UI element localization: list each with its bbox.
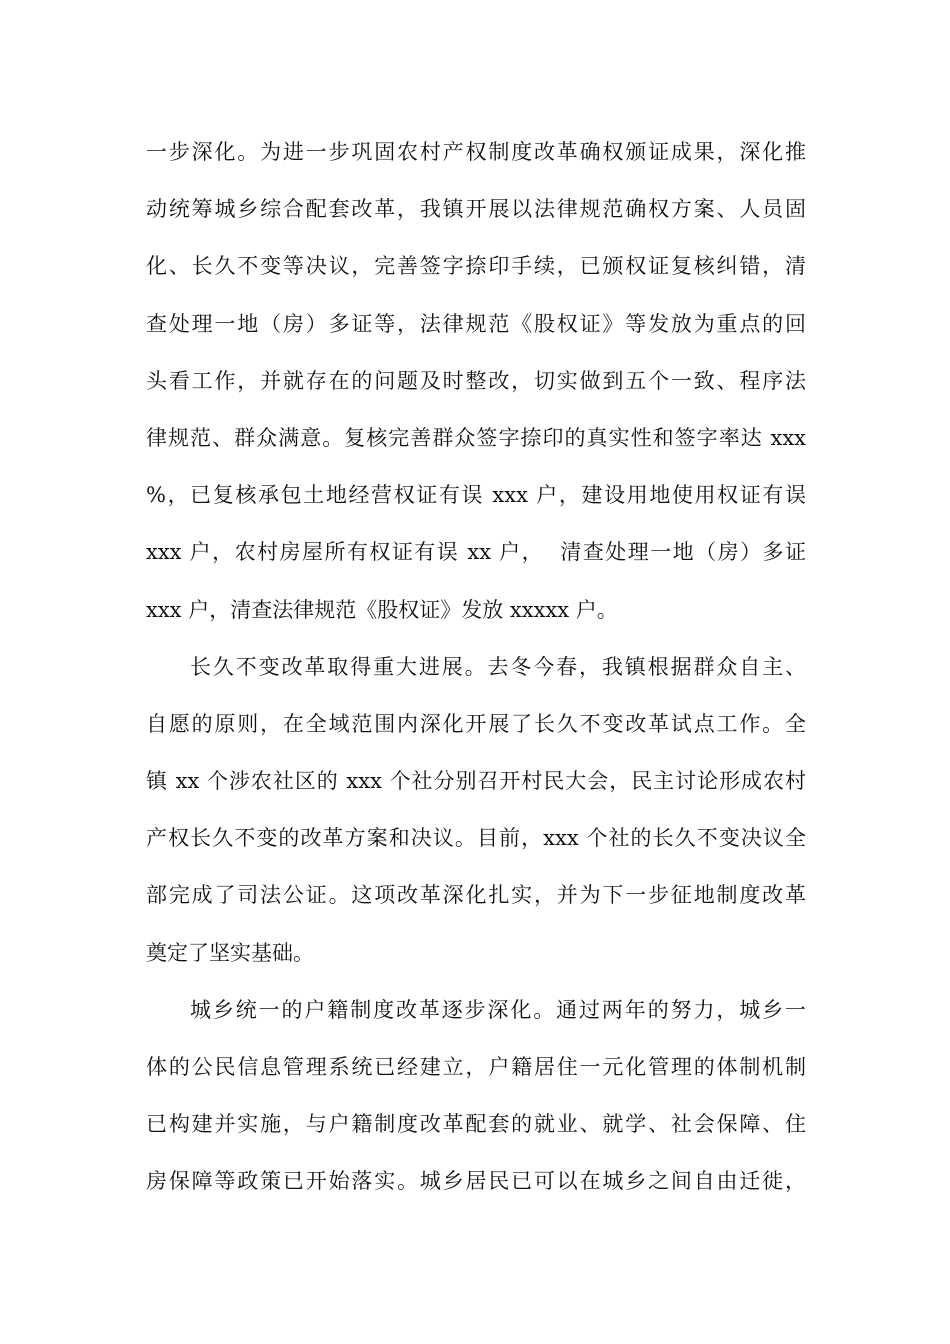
paragraph-1-line-3: 化、长久不变等决议，完善签字捺印手续，已颁权证复核纠错，清	[146, 254, 806, 279]
paragraph-1-line-4: 查处理一地（房）多证等，法律规范《股权证》等发放为重点的回	[146, 311, 806, 336]
paragraph-1-line-2: 动统筹城乡综合配套改革，我镇开展以法律规范确权方案、人员固	[146, 197, 806, 222]
paragraph-1-line-6: 律规范、群众满意。复核完善群众签字捺印的真实性和签字率达 xxx	[146, 425, 806, 450]
paragraph-3-line-3: 已构建并实施，与户籍制度改革配套的就业、就学、社会保障、住	[146, 1112, 806, 1137]
paragraph-2-line-2: 自愿的原则，在全域范围内深化开展了长久不变改革试点工作。全	[146, 711, 806, 736]
paragraph-3-line-2: 体的公民信息管理系统已经建立，户籍居住一元化管理的体制机制	[146, 1055, 806, 1079]
paragraph-2-line-3: 镇 xx 个涉农社区的 xxx 个社分别召开村民大会，民主讨论形成农村	[146, 769, 806, 794]
paragraph-3-line-1: 城乡统一的户籍制度改革逐步深化。通过两年的努力，城乡一	[190, 997, 806, 1022]
document-body	[146, 130, 806, 1217]
paragraph-2-line-6: 奠定了坚实基础。	[146, 940, 314, 965]
paragraph-2-line-1: 长久不变改革取得重大进展。去冬今春，我镇根据群众自主、	[190, 654, 806, 679]
paragraph-1-line-9: xxx 户，清查法律规范《股权证》发放 xxxxx 户。	[146, 597, 618, 622]
paragraph-1-line-8: xxx 户，农村房屋所有权证有误 xx 户， 清查处理一地（房）多证	[146, 540, 806, 565]
paragraph-1-line-7: %，已复核承包土地经营权证有误 xxx 户，建设用地使用权证有误	[146, 483, 806, 508]
paragraph-2-line-5: 部完成了司法公证。这项改革深化扎实，并为下一步征地制度改革	[146, 883, 806, 908]
paragraph-1-line-1: 一步深化。为进一步巩固农村产权制度改革确权颁证成果，深化推	[146, 140, 806, 164]
paragraph-1-line-5: 头看工作，并就存在的问题及时整改，切实做到五个一致、程序法	[146, 368, 806, 393]
paragraph-3-line-4: 房保障等政策已开始落实。城乡居民已可以在城乡之间自由迁徙，	[146, 1169, 806, 1194]
paragraph-2-line-4: 产权长久不变的改革方案和决议。目前，xxx 个社的长久不变决议全	[146, 826, 806, 851]
